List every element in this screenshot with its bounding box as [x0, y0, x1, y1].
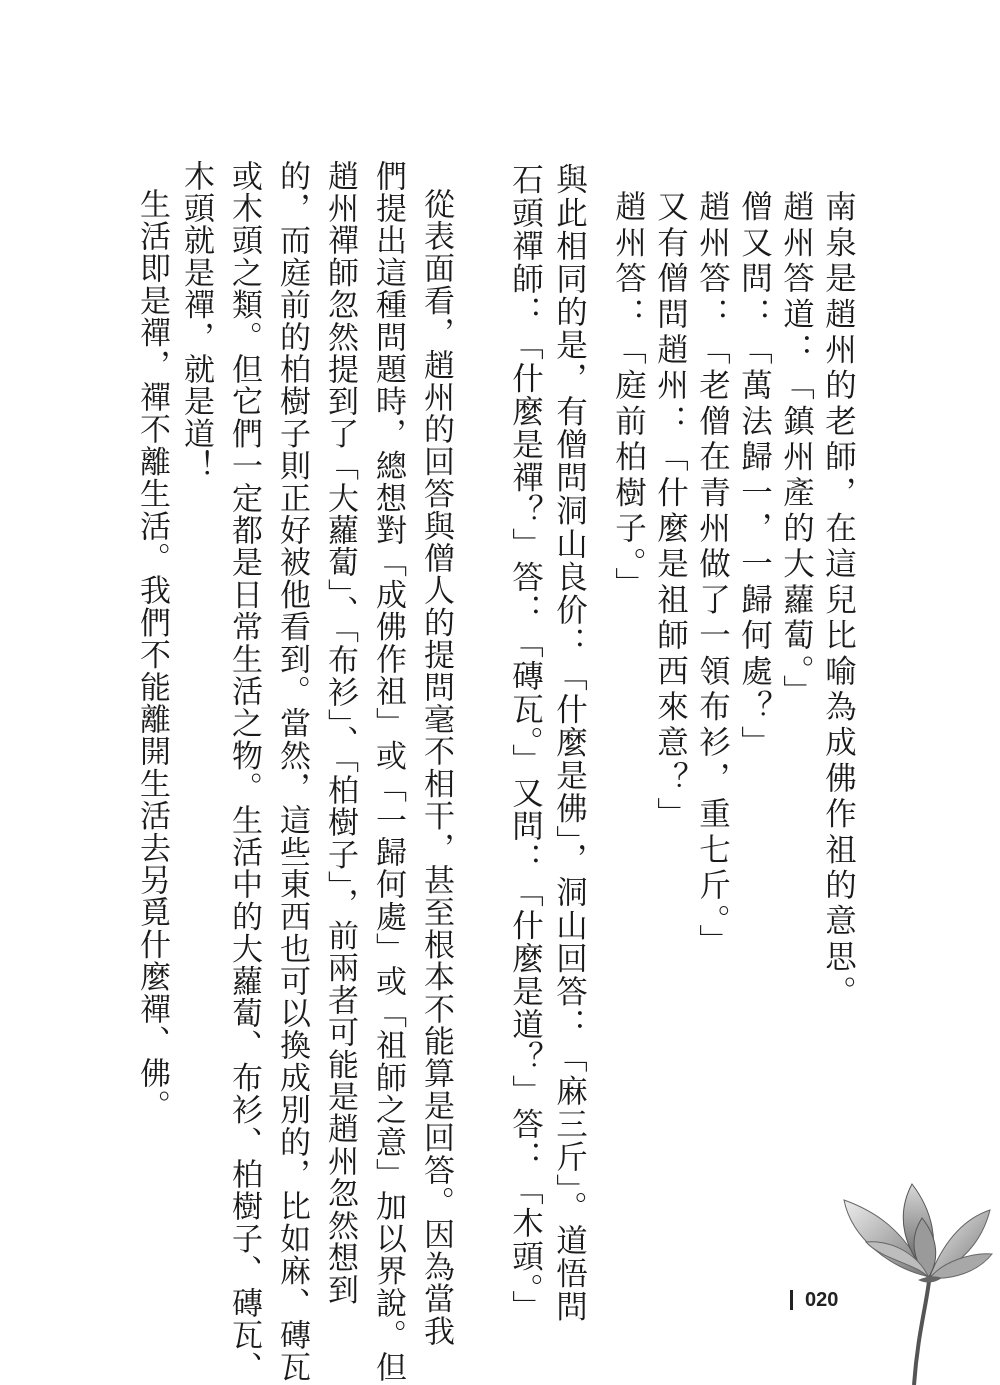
quote-line-8: 石頭禪師：「什麼是禪？」答：「磚瓦。」又問：「什麼是道？」答：「木頭。」 — [507, 163, 544, 1324]
quote-line-2: 趙州答道：「鎮州產的大蘿蔔。」 — [778, 190, 815, 710]
quote-line-3: 僧又問：「萬法歸一，一歸何處？」 — [736, 190, 773, 762]
prose-line-7: 生活即是禪，禪不離生活。我們不能離開生活去另覓什麼禪、佛。 — [134, 188, 170, 1122]
page-number: 020 — [805, 1288, 839, 1311]
prose-line-5: 或木頭之類。但它們一定都是日常生活之物。生活中的大蘿蔔、布衫、柏樹子、磚瓦、 — [226, 160, 262, 1384]
quote-line-7: 與此相同的是，有僧問洞山良价：「什麼是佛」，洞山回答：「麻三斤」。道悟問 — [551, 163, 588, 1324]
quote-line-1: 南泉是趙州的老師，在這兒比喻為成佛作祖的意思。 — [820, 190, 857, 1012]
prose-line-2: 們提出這種問題時，總想對「成佛作祖」或「一歸何處」或「祖師之意」加以界說。但 — [370, 160, 406, 1384]
prose-line-1: 從表面看，趙州的回答與僧人的提問毫不相干，甚至根本不能算是回答。因為當我 — [418, 188, 454, 1348]
prose-line-4: 的，而庭前的柏樹子則正好被他看到。當然，這些東西也可以換成別的，比如麻、磚瓦 — [274, 160, 310, 1384]
prose-line-6: 木頭就是禪，就是道！ — [178, 160, 214, 482]
folio-bar — [790, 1290, 793, 1310]
prose-line-3: 趙州禪師忽然提到了「大蘿蔔」、「布衫」、「柏樹子」，前兩者可能是趙州忽然想到 — [322, 160, 358, 1307]
quote-line-4: 趙州答：「老僧在青州做了一領布衫，重七斤。」 — [694, 190, 731, 960]
quote-line-6: 趙州答：「庭前柏樹子。」 — [610, 190, 647, 603]
quote-line-5: 又有僧問趙州：「什麼是祖師西來意？」 — [652, 190, 689, 833]
lotus-flower-icon — [822, 1180, 1000, 1385]
